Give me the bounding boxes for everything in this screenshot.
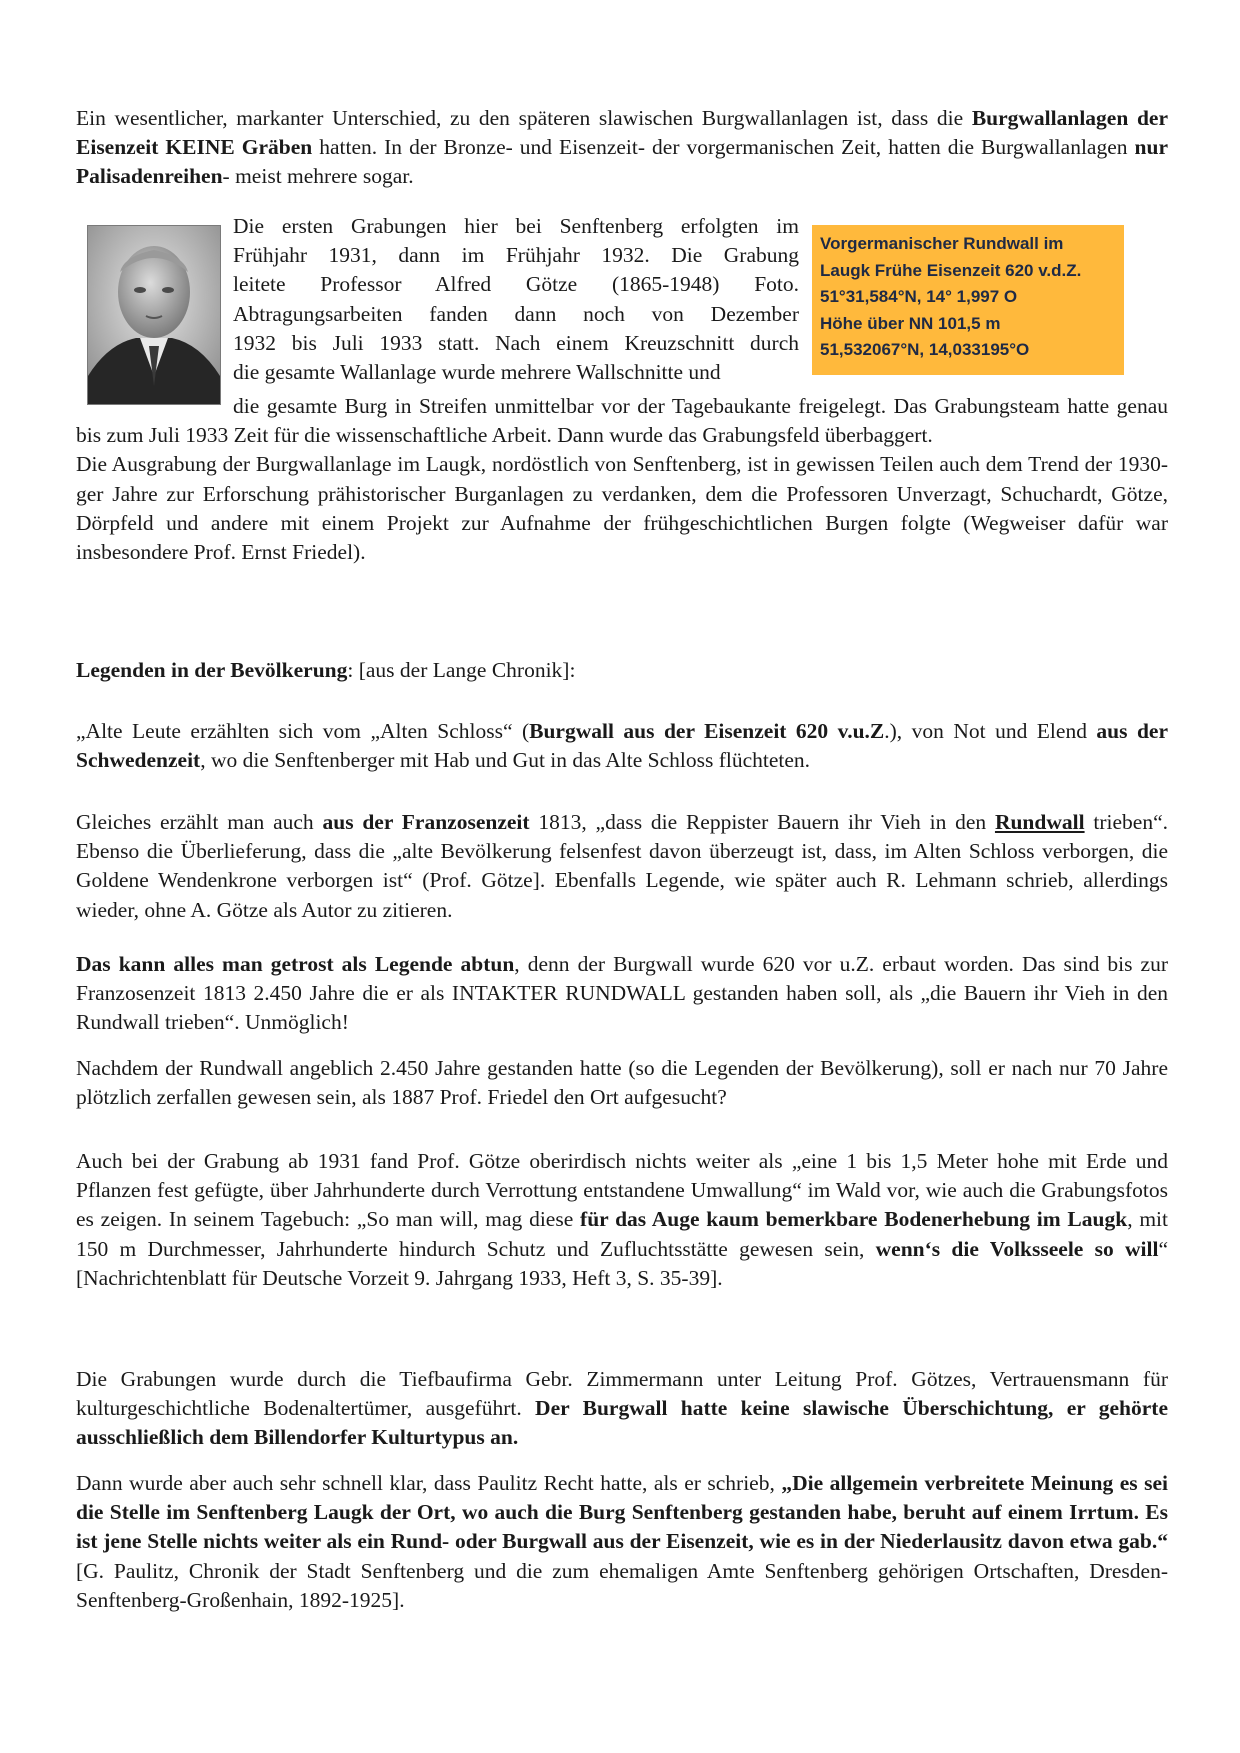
legend-emphasis: Der Burgwall hatte keine slawische Überschichtung, er gehörte ausschließlich dem Billendorfer Kulturtypus an. [76, 1396, 1168, 1450]
legend-text: „Alte Leute erzählten sich vom „Alten Schloss“ ( [76, 719, 530, 743]
intro-emphasis-graben: Burgwallanlagen der Eisenzeit KEINE Gräben [76, 106, 1168, 160]
info-box-line: Laugk Frühe Eisenzeit 620 v.d.Z. [820, 260, 1082, 280]
legend-paragraph-5 [76, 1147, 1168, 1293]
legend-text: Auch bei der Grabung ab 1931 fand Prof. Götze oberirdisch nichts weiter als „eine 1 bis 1,5 Meter hohe mit Erde und Pflanzen fest gefügte, über Jahrhunderte durch Verrottung entstandene Umwallung“ im Wald vor, wie auch die Grabungsfotos es zeigen. In seinem Tagebuch: „So man will, mag diese [76, 1149, 1168, 1232]
legend-paragraph-7 [76, 1469, 1168, 1615]
excavation-continuation [76, 392, 1168, 567]
legend-paragraph-1 [76, 717, 1168, 775]
legend-text: 1813, „dass die Reppister Bauern ihr Vieh in den [529, 810, 995, 834]
legend-paragraph-3 [76, 950, 1168, 1038]
info-box-line: Höhe über NN 101,5 m [820, 313, 1001, 333]
legend-text: , wo die Senftenberger mit Hab und Gut in das Alte Schloss flüchteten. [200, 748, 811, 773]
legend-quote: „Die allgemein verbreitete Meinung es sei die Stelle im Senftenberg Laugk der Ort, wo auch die Burg Senftenberg gestanden habe, beruht auf einem Irrtum. Es ist jene Stelle nichts weiter als ein Rund- oder Burgwall aus der Eisenzeit, wie es in der Niederlausitz davon etwa gab.“ [76, 1471, 1168, 1554]
legend-emphasis: Burgwall aus der Eisenzeit 620 v.u.Z [529, 719, 885, 743]
legend-citation: [G. Paulitz, Chronik der Stadt Senftenberg und die zum ehemaligen Amte Senftenberg gehörigen Ortschaften, Dresden-Senftenberg-Großenhain, 1892-1925]. [76, 1558, 1168, 1612]
legend-paragraph-6 [76, 1365, 1168, 1453]
info-box-line: 51,532067°N, 14,033195°O [820, 340, 1030, 359]
legend-text: , mit 150 m Durchmesser, Jahrhunderte hindurch Schutz und Zufluchtsstätte gewesen sein, [76, 1207, 1169, 1261]
excavation-paragraph: Die Ausgrabung der Burgwallanlage im Laugk, nordöstlich von Senftenberg, ist in gewissen Teilen auch dem Trend der 1930-ger Jahre zur Erforschung prähistorischer Burganlagen zu verdanken, dem die Professoren Unverzagt, Schuchardt, Götze, Dörpfeld und andere mit einem Projekt zur Aufnahme der frühgeschichtlichen Burgen folgte (Wegweiser dafür war insbesondere Prof. Ernst Friedel). [76, 452, 1168, 565]
legend-text: Dann wurde aber auch sehr schnell klar, dass Paulitz Recht hatte, als er schrieb, [76, 1471, 782, 1495]
info-box-line: 51°31,584°N, 14° 1,997 O [820, 287, 1018, 306]
legends-source: : [aus der Lange Chronik]: [347, 658, 576, 682]
portrait-image [88, 226, 220, 404]
excavation-line: Abtragungsarbeiten fanden dann noch von Dezember [233, 301, 799, 326]
info-box-line: Vorgermanischer Rundwall im [820, 234, 1064, 253]
excavation-line: Die ersten Grabungen hier bei Senftenberg erfolgten im [233, 214, 799, 238]
legend-text: .), von Not und Elend [884, 719, 1097, 743]
info-box [812, 225, 1124, 375]
intro-text: Ein wesentlicher, markanter Unterschied, zu den späteren slawischen Burgwallanlagen ist, dass die [76, 106, 964, 130]
intro-emphasis-palisaden: nur Palisadenreihen [76, 135, 1168, 189]
legend-emphasis: für das Auge kaum bemerkbare Bodenerhebung im Laugk [580, 1207, 1128, 1232]
legend-emphasis: aus der Franzosenzeit [322, 810, 530, 834]
legend-text: , denn der Burgwall wurde 620 vor u.Z. erbaut worden. Das sind bis zur Franzosenzeit 1813 2.450 Jahre die er als INTAKTER RUNDWALL gestanden haben soll, als „die Bauern ihr Vieh in den Rundwall trieben“. Unmöglich! [76, 952, 1168, 1035]
excavation-lines [233, 212, 799, 387]
intro-text: hatten. In der Bronze- und Eisenzeit- der vorgermanischen Zeit, hatten die Burgwallanlagen [312, 135, 1135, 160]
excavation-line: Frühjahr 1931, dann im Frühjahr 1932. Die Grabung [233, 243, 799, 268]
legend-text: trieben“. Ebenso die Überlieferung, dass die „alte Bevölkerung felsenfest davon überzeugt ist, dass, im Alten Schloss verborgen, die Goldene Wendenkrone verborgen ist“ (Prof. Götze]. Ebenfalls Legende, wie später auch R. Lehmann schrieb, allerdings wieder, ohne A. Götze als Autor zu zitieren. [76, 810, 1168, 922]
intro-paragraph [76, 104, 1168, 192]
legends-heading: Legenden in der Bevölkerung [76, 658, 348, 682]
legend-text: “ [Nachrichtenblatt für Deutsche Vorzeit 9. Jahrgang 1933, Heft 3, S. 35-39]. [76, 1236, 1168, 1290]
legend-emphasis: aus der Schwedenzeit [76, 719, 1168, 773]
legend-emphasis: wenn‘s die Volksseele so will [875, 1236, 1159, 1261]
intro-text: - meist mehrere sogar. [222, 164, 414, 189]
excavation-line: leitete Professor Alfred Götze (1865-1948) Foto. [233, 272, 799, 297]
legend-text: Gleiches erzählt man auch [76, 810, 323, 834]
portrait-photo [87, 225, 221, 405]
legend-paragraph-2 [76, 808, 1168, 925]
legend-text: Die Grabungen wurde durch die Tiefbaufirma Gebr. Zimmermann unter Leitung Prof. Götzes, Vertrauensmann für kulturgeschichtliche Bodenaltertümer, ausgeführt. [76, 1367, 1168, 1421]
excavation-continuation-text: die gesamte Burg in Streifen unmittelbar vor der Tagebaukante freigelegt. Das Grabungsteam hatte genau bis zum Juli 1933 Zeit für die wissenschaftliche Arbeit. Dann wurde das Grabungsfeld überbaggert. [76, 394, 1168, 448]
excavation-line: 1932 bis Juli 1933 statt. Nach einem Kreuzschnitt durch [233, 330, 799, 355]
legends-heading-line [76, 656, 1168, 685]
legend-emphasis: Das kann alles man getrost als Legende abtun [76, 952, 515, 976]
excavation-line: die gesamte Wallanlage wurde mehrere Wallschnitte und [233, 359, 721, 384]
legend-emphasis-underlined: Rundwall [994, 810, 1085, 834]
legend-paragraph-4: Nachdem der Rundwall angeblich 2.450 Jahre gestanden hatte (so die Legenden der Bevölkerung), soll er nach nur 70 Jahre plötzlich zerfallen gewesen sein, als 1887 Prof. Friedel den Ort aufgesucht? [76, 1056, 1168, 1110]
